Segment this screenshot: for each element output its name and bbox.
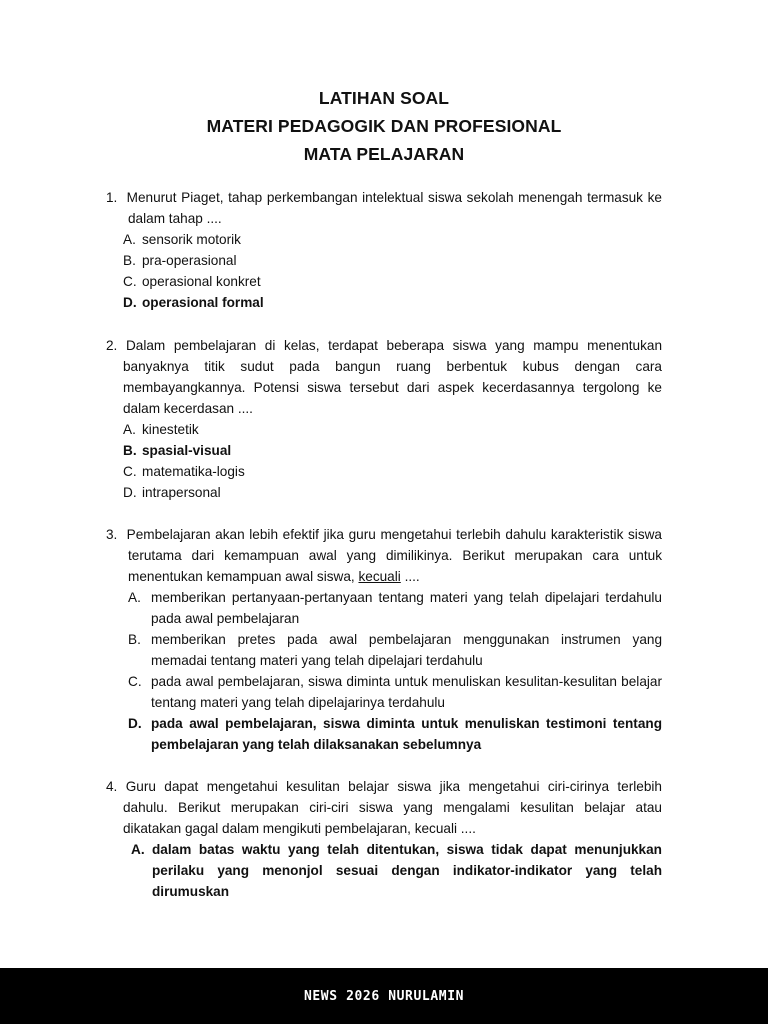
option-text: matematika-logis — [142, 464, 245, 479]
option-letter: B. — [123, 253, 136, 268]
option-2a — [106, 419, 662, 440]
option-1c — [106, 271, 662, 292]
question-1-text — [106, 187, 662, 229]
document-title — [0, 84, 768, 168]
option-text: pra-operasional — [142, 253, 237, 268]
question-4 — [106, 776, 662, 902]
option-text: operasional formal — [142, 295, 264, 310]
option-4a-correct — [106, 839, 662, 902]
option-text: pada awal pembelajaran, siswa diminta untuk menuliskan kesulitan-kesulitan belajar tentang materi yang telah dipelajarinya terdahulu — [151, 674, 662, 710]
question-1-stem: Menurut Piaget, tahap perkembangan intelektual siswa sekolah menengah termasuk ke dalam tahap .... — [126, 190, 662, 226]
option-1d-correct — [106, 292, 662, 313]
option-letter: C. — [123, 274, 137, 289]
option-letter: C. — [123, 464, 137, 479]
question-4-options — [106, 839, 662, 902]
option-letter: A. — [123, 422, 136, 437]
option-letter: A. — [131, 842, 145, 857]
question-1 — [106, 187, 662, 313]
option-2b-correct — [106, 440, 662, 461]
option-1a — [106, 229, 662, 250]
option-text: dalam batas waktu yang telah ditentukan, siswa tidak dapat menunjukkan perilaku yang menonjol sesuai dengan indikator-indikator yang telah dirumuskan — [152, 842, 662, 899]
option-text: memberikan pretes pada awal pembelajaran menggunakan instrumen yang memadai tentang materi yang telah dipelajari terdahulu — [151, 632, 662, 668]
question-3-ellipsis: .... — [404, 569, 420, 584]
option-letter: B. — [123, 443, 137, 458]
question-2-number: 2. — [106, 338, 118, 353]
question-2 — [106, 335, 662, 503]
option-2c — [106, 461, 662, 482]
option-3c — [106, 671, 662, 713]
option-3d-correct — [106, 713, 662, 755]
question-2-text — [106, 335, 662, 419]
option-letter: B. — [128, 632, 141, 647]
question-3-emphasis: kecuali — [358, 569, 401, 584]
option-text: spasial-visual — [142, 443, 232, 458]
question-2-stem: Dalam pembelajaran di kelas, terdapat beberapa siswa yang mampu menentukan banyaknya titik sudut pada bangun ruang berbentuk kubus dengan cara membayangkannya. Potensi siswa tersebut dari aspek kecerdasannya tergolong ke dalam kecerdasan .... — [123, 338, 663, 416]
question-1-options — [106, 229, 662, 313]
question-1-number: 1. — [106, 190, 118, 205]
footer-bar — [0, 968, 768, 1024]
question-4-number: 4. — [106, 779, 118, 794]
question-3-number: 3. — [106, 527, 118, 542]
footer-text: NEWS 2026 NURULAMIN — [303, 988, 465, 1004]
title-line-3: MATA PELAJARAN — [303, 144, 465, 164]
option-letter: D. — [123, 485, 137, 500]
option-letter: A. — [128, 590, 141, 605]
question-3-text — [106, 524, 662, 587]
option-text: memberikan pertanyaan-pertanyaan tentang materi yang telah dipelajari terdahulu pada awal pembelajaran — [151, 590, 662, 626]
question-4-text — [106, 776, 662, 839]
option-text: pada awal pembelajaran, siswa diminta untuk menuliskan testimoni tentang pembelajaran yang telah dilaksanakan sebelumnya — [151, 716, 662, 752]
option-letter: D. — [128, 716, 142, 731]
question-3 — [106, 524, 662, 755]
option-3a — [106, 587, 662, 629]
question-4-stem: Guru dapat mengetahui kesulitan belajar siswa jika mengetahui ciri-cirinya terlebih dahulu. Berikut merupakan ciri-ciri siswa yang mengalami kesulitan belajar atau dikatakan gagal dalam mengikuti pembelajaran, kecuali .... — [123, 779, 662, 836]
question-3-options — [106, 587, 662, 755]
question-2-options — [106, 419, 662, 503]
question-3-stem: Pembelajaran akan lebih efektif jika guru mengetahui terlebih dahulu karakteristik siswa terutama dari kemampuan awal yang dimilikinya. Berikut merupakan cara untuk menentukan kemampuan awal siswa, — [126, 527, 662, 584]
option-text: kinestetik — [142, 422, 199, 437]
option-text: intrapersonal — [142, 485, 221, 500]
option-text: operasional konkret — [142, 274, 261, 289]
option-3b — [106, 629, 662, 671]
option-2d — [106, 482, 662, 503]
option-text: sensorik motorik — [142, 232, 241, 247]
option-letter: A. — [123, 232, 136, 247]
title-line-2: MATERI PEDAGOGIK DAN PROFESIONAL — [206, 116, 562, 136]
option-1b — [106, 250, 662, 271]
option-letter: D. — [123, 295, 137, 310]
title-line-1: LATIHAN SOAL — [318, 88, 450, 108]
option-letter: C. — [128, 674, 142, 689]
